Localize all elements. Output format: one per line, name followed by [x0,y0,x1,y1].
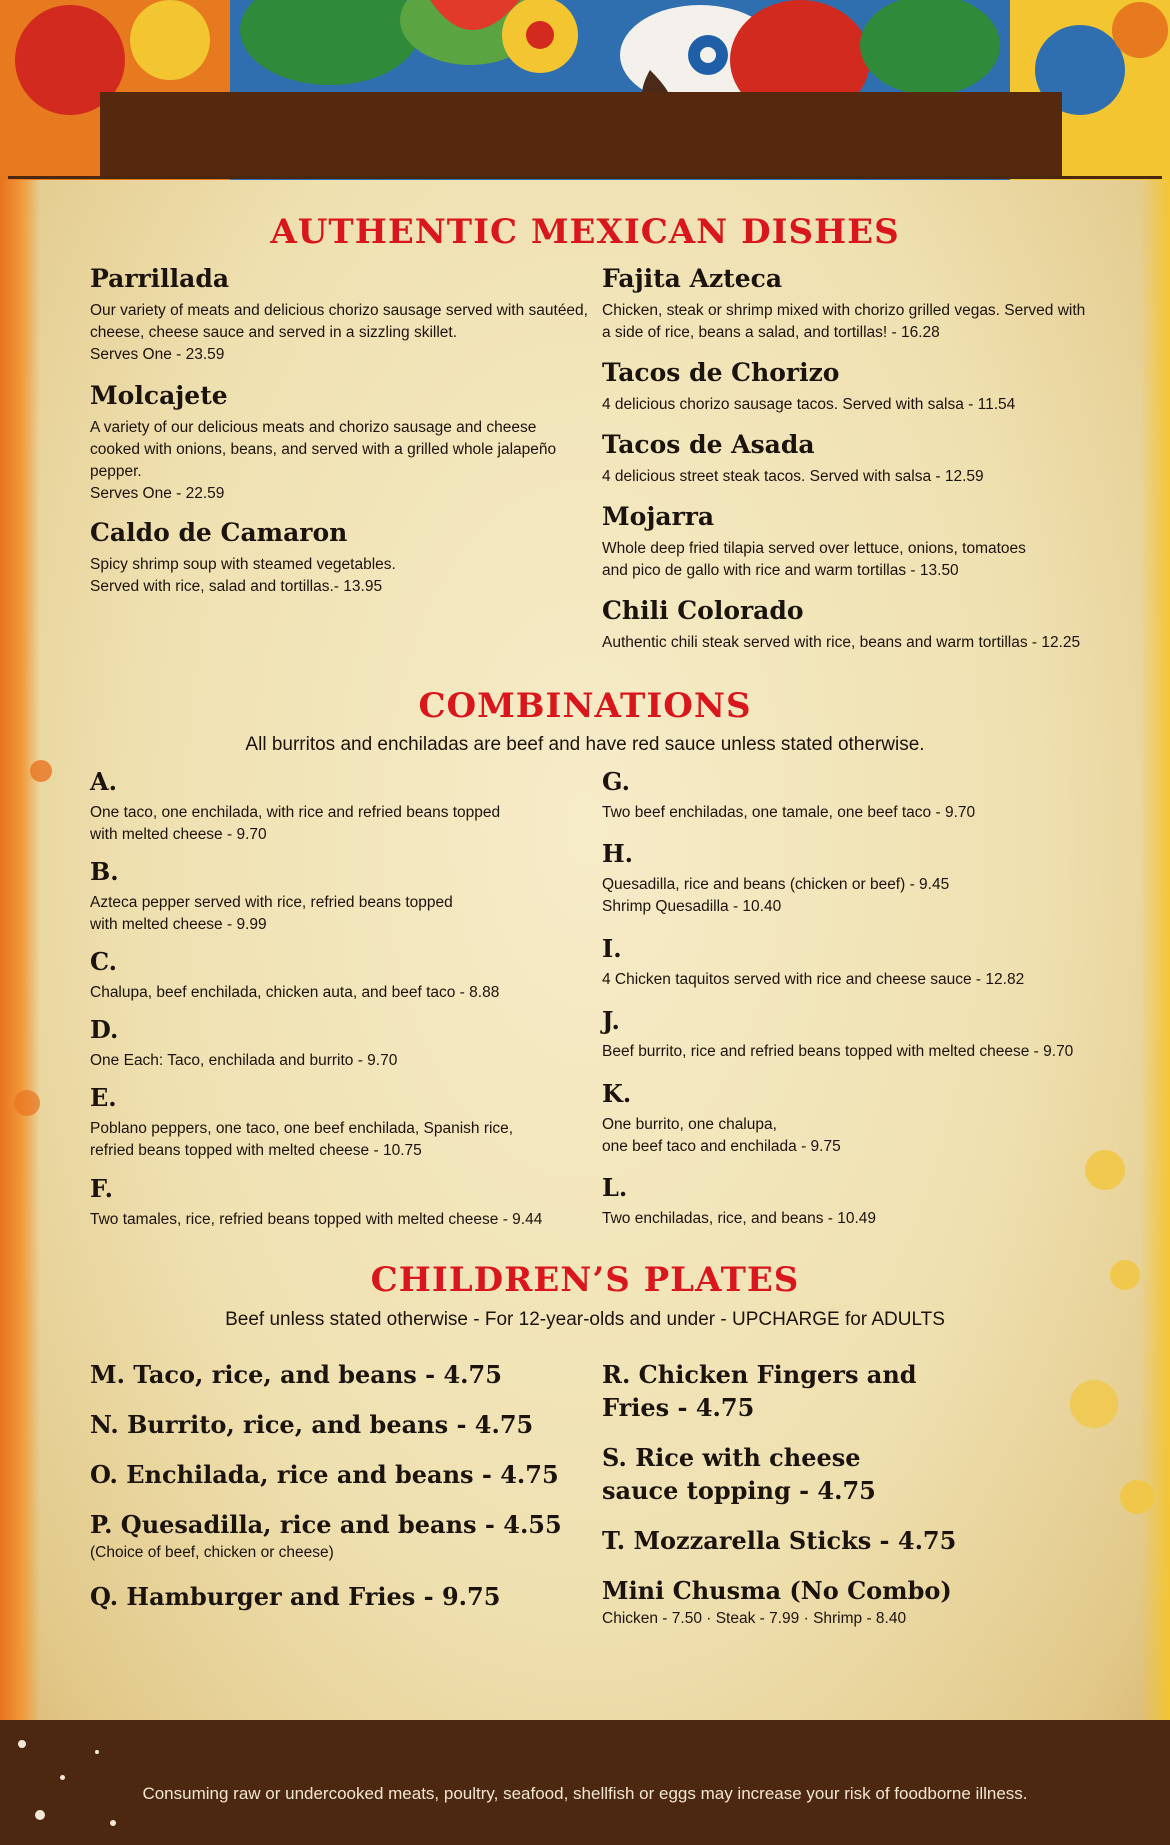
combo-item [602,935,1142,991]
item-description: 4 delicious chorizo sausage tacos. Served with salsa - 11.54 [602,396,1016,413]
kids-plate-item: S. Rice with cheese sauce topping - 4.75 [602,1443,876,1505]
kids-plate-note: (Choice of beef, chicken or cheese) [90,1544,334,1561]
combo-description: 4 Chicken taquitos served with rice and cheese sauce - 12.82 [602,971,1025,988]
menu-item [90,381,590,505]
item-name: Mojarra [602,502,715,531]
kids-plate-item: P. Quesadilla, rice and beans - 4.55 [90,1510,562,1539]
combo-letter: G. [602,767,630,796]
kids-plate-note: Chicken - 7.50 · Steak - 7.99 · Shrimp - 8.40 [602,1610,907,1627]
item-name: Chili Colorado [602,596,804,625]
item-description: A variety of our delicious meats and chorizo sausage and cheese cooked with onions, beans, and served with a grilled whole jalapeño pepper. Serves One - 22.59 [90,419,557,502]
menu-item [602,430,1142,488]
menu-item [602,264,1142,344]
item-name: Parrillada [90,264,230,293]
combo-item [90,1016,590,1072]
combo-letter: K. [602,1079,632,1108]
menu-item [90,264,590,366]
kids-plate-item: Mini Chusma (No Combo) [602,1576,952,1605]
item-description: Spicy shrimp soup with steamed vegetables. Served with rice, salad and tortillas.- 13.95 [90,556,396,595]
kids-plate-item: M. Taco, rice, and beans - 4.75 [90,1360,502,1389]
combo-letter: H. [602,839,634,868]
footer [0,1720,1170,1845]
combo-item [602,1080,1142,1158]
section-title-children: CHILDREN’S PLATES [370,1260,800,1300]
combo-description: Azteca pepper served with rice, refried beans topped with melted cheese - 9.99 [90,894,453,933]
menu-item [602,596,1142,654]
combo-letter: C. [90,947,118,976]
paint-speck [18,1740,26,1748]
kids-plate-item: T. Mozzarella Sticks - 4.75 [602,1526,957,1555]
combo-letter: D. [90,1015,119,1044]
combo-description: One Each: Taco, enchilada and burrito - 9.70 [90,1052,398,1069]
menu-item [90,518,590,598]
combo-description: Two tamales, rice, refried beans topped with melted cheese - 9.44 [90,1211,543,1228]
combo-description: One taco, one enchilada, with rice and refried beans topped with melted cheese - 9.70 [90,804,501,843]
title-bar [100,92,1062,178]
paint-speck [110,1820,116,1826]
section-subtitle: Beef unless stated otherwise - For 12-year-olds and under - UPCHARGE for ADULTS [225,1309,945,1330]
item-description: Our variety of meats and delicious chorizo sausage served with sautéed, cheese, cheese sauce and served in a sizzling skillet. Serves One - 23.59 [90,302,588,363]
section-title-authentic: AUTHENTIC MEXICAN DISHES [270,212,900,252]
combo-item [90,768,590,846]
combo-letter: I. [602,934,622,963]
paint-splat [14,1090,40,1116]
item-name: Molcajete [90,381,228,410]
combo-item [90,1084,590,1162]
kids-plate-item: R. Chicken Fingers and Fries - 4.75 [602,1360,917,1422]
banner-divider [8,176,1162,179]
kids-plate-item: Q. Hamburger and Fries - 9.75 [90,1582,501,1611]
menu-item [602,358,1142,416]
item-name: Fajita Azteca [602,264,783,293]
combo-description: Chalupa, beef enchilada, chicken auta, and beef taco - 8.88 [90,984,500,1001]
paint-speck [95,1750,99,1754]
paint-speck [60,1775,65,1780]
combo-description: Poblano peppers, one taco, one beef enchilada, Spanish rice, refried beans topped with melted cheese - 10.75 [90,1120,514,1159]
food-safety-disclaimer: Consuming raw or undercooked meats, poultry, seafood, shellfish or eggs may increase your risk of foodborne illness. [142,1784,1028,1803]
item-description: Chicken, steak or shrimp mixed with chorizo grilled vegas. Served with a side of rice, beans a salad, and tortillas! - 16.28 [602,302,1086,341]
kids-plate-item: O. Enchilada, rice and beans - 4.75 [90,1460,559,1489]
item-description: 4 delicious street steak tacos. Served with salsa - 12.59 [602,468,984,485]
left-paint-edge [0,150,40,1720]
section-subtitle: All burritos and enchiladas are beef and have red sauce unless stated otherwise. [245,734,925,755]
combo-description: Beef burrito, rice and refried beans topped with melted cheese - 9.70 [602,1043,1074,1060]
menu-item [602,502,1142,582]
paint-splat [30,760,52,782]
paint-splat [1120,1480,1154,1514]
combo-letter: L. [602,1173,628,1202]
combo-item [602,768,1142,824]
combo-item [602,1174,1142,1230]
combo-item [90,1175,590,1231]
combo-description: Two beef enchiladas, one tamale, one beef taco - 9.70 [602,804,976,821]
item-name: Tacos de Chorizo [602,358,840,387]
combo-letter: E. [90,1083,117,1112]
combo-item [90,948,590,1004]
section-title-combinations: COMBINATIONS [418,686,752,726]
combo-description: Two enchiladas, rice, and beans - 10.49 [602,1210,877,1227]
paint-speck [35,1810,45,1820]
combo-item [90,858,590,936]
combo-description: Quesadilla, rice and beans (chicken or beef) - 9.45 Shrimp Quesadilla - 10.40 [602,876,950,915]
combo-letter: A. [90,767,117,796]
item-description: Whole deep fried tilapia served over lettuce, onions, tomatoes and pico de gallo with rice and warm tortillas - 13.50 [602,540,1026,579]
item-name: Tacos de Asada [602,430,815,459]
paint-splat [1070,1380,1118,1428]
combo-letter: J. [602,1006,620,1035]
combo-item [602,840,1142,918]
combo-letter: B. [90,857,119,886]
kids-plate-item: N. Burrito, rice, and beans - 4.75 [90,1410,534,1439]
combo-item [602,1007,1142,1063]
combo-letter: F. [90,1174,113,1203]
item-description: Authentic chili steak served with rice, beans and warm tortillas - 12.25 [602,634,1081,651]
item-name: Caldo de Camaron [90,518,348,547]
combo-description: One burrito, one chalupa, one beef taco and enchilada - 9.75 [602,1116,841,1155]
